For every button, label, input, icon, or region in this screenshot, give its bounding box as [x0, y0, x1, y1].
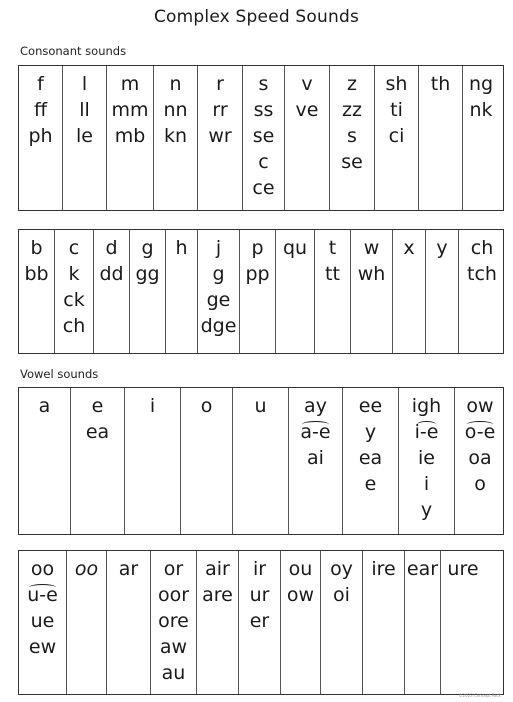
grapheme: wr — [208, 125, 232, 147]
consonant-grid-row2 — [18, 229, 504, 354]
grapheme: oor — [157, 584, 190, 606]
sound-column — [363, 551, 405, 694]
grapheme: ck — [63, 289, 85, 311]
grapheme: oi — [333, 584, 350, 606]
grapheme: m — [120, 73, 140, 95]
grapheme: kn — [163, 125, 188, 147]
grapheme: ear — [406, 558, 439, 580]
grapheme: oa — [468, 447, 492, 469]
grapheme: v — [301, 73, 313, 95]
grapheme: y — [436, 237, 448, 259]
grapheme: th — [430, 73, 451, 95]
grapheme: or — [163, 558, 184, 580]
grapheme: i — [149, 395, 156, 417]
grapheme: b — [30, 237, 43, 259]
grapheme: ti — [390, 99, 403, 121]
grapheme: ff — [33, 99, 48, 121]
grapheme: ve — [295, 99, 319, 121]
sound-column — [233, 388, 289, 534]
grapheme: k — [68, 263, 80, 285]
sound-column — [321, 551, 363, 694]
grapheme: se — [252, 125, 275, 147]
grapheme: o-e — [464, 421, 496, 443]
grapheme: oo — [74, 558, 99, 580]
grapheme: ow — [466, 395, 494, 417]
sound-column — [393, 230, 426, 353]
sound-column — [94, 230, 130, 353]
grapheme: r — [216, 73, 224, 95]
sound-column — [459, 230, 505, 353]
vowel-grid-row1 — [18, 387, 504, 535]
grapheme: are — [202, 584, 233, 606]
grapheme: ew — [28, 636, 57, 658]
grapheme: c — [258, 151, 269, 173]
sound-column — [125, 388, 181, 534]
grapheme: f — [37, 73, 44, 95]
grapheme: dd — [99, 263, 124, 285]
sound-column — [107, 551, 151, 694]
sound-column — [198, 230, 240, 353]
sound-column — [197, 551, 239, 694]
sound-column — [285, 66, 330, 210]
grapheme: w — [363, 237, 380, 259]
sound-column — [351, 230, 393, 353]
grapheme: u-e — [27, 584, 58, 606]
sound-column — [19, 230, 55, 353]
sound-column — [399, 388, 455, 534]
grapheme: ore — [158, 610, 189, 632]
sound-column — [330, 66, 375, 210]
grapheme: au — [161, 662, 186, 684]
sound-column — [405, 551, 441, 694]
grapheme: ea — [85, 421, 110, 443]
sound-column — [19, 66, 63, 210]
grapheme: le — [76, 125, 93, 147]
grapheme: ng — [468, 73, 494, 95]
sound-column — [107, 66, 154, 210]
grapheme: pp — [245, 263, 270, 285]
grapheme: t — [328, 237, 337, 259]
grapheme: i-e — [414, 421, 439, 443]
grapheme: er — [249, 610, 270, 632]
grapheme: ce — [252, 177, 275, 199]
grapheme: ai — [307, 447, 324, 469]
grapheme: bb — [24, 263, 49, 285]
grapheme: wh — [357, 263, 386, 285]
grapheme: h — [175, 237, 188, 259]
grapheme: ee — [358, 395, 383, 417]
grapheme: ge — [206, 289, 231, 311]
grapheme: ch — [470, 237, 494, 259]
grapheme: igh — [411, 395, 442, 417]
grapheme: ie — [418, 447, 435, 469]
grapheme: g — [212, 263, 225, 285]
sound-column — [240, 230, 276, 353]
sound-column — [426, 230, 459, 353]
grapheme: ur — [249, 584, 270, 606]
grapheme: i — [423, 473, 430, 495]
grapheme: se — [341, 151, 363, 173]
grapheme: sh — [385, 73, 408, 95]
sound-column — [289, 388, 343, 534]
grapheme: c — [68, 237, 80, 259]
sound-column — [243, 66, 285, 210]
sound-column — [67, 551, 107, 694]
grapheme: g — [141, 237, 154, 259]
sound-column — [55, 230, 94, 353]
grapheme: e — [91, 395, 104, 417]
grapheme: mm — [111, 99, 149, 121]
sound-column — [239, 551, 281, 694]
grapheme: aw — [159, 636, 188, 658]
sound-column — [154, 66, 198, 210]
grapheme: s — [258, 73, 269, 95]
grapheme: gg — [135, 263, 160, 285]
grapheme: e — [364, 473, 377, 495]
grapheme: n — [169, 73, 182, 95]
grapheme: a — [38, 395, 51, 417]
grapheme: y — [420, 499, 433, 521]
sound-column — [375, 66, 419, 210]
grapheme: ire — [371, 558, 396, 580]
sound-column — [463, 66, 499, 210]
grapheme: mb — [114, 125, 146, 147]
grapheme: nk — [469, 99, 493, 121]
sound-column — [276, 230, 315, 353]
grapheme: ow — [286, 584, 315, 606]
grapheme: u — [254, 395, 267, 417]
grapheme: nn — [163, 99, 188, 121]
grapheme: ay — [304, 395, 327, 417]
grapheme: j — [215, 237, 222, 259]
grapheme: zz — [342, 99, 362, 121]
grapheme: a-e — [300, 421, 331, 443]
consonant-sounds-label: Consonant sounds — [20, 44, 127, 58]
consonant-grid-row1 — [18, 65, 504, 211]
sound-column — [281, 551, 321, 694]
grapheme: ll — [79, 99, 90, 121]
grapheme: y — [364, 421, 377, 443]
vowel-sounds-label: Vowel sounds — [20, 367, 99, 381]
grapheme: oo — [30, 558, 55, 580]
sound-column — [419, 66, 463, 210]
sound-column — [315, 230, 351, 353]
grapheme: ss — [253, 99, 274, 121]
grapheme: tt — [325, 263, 340, 285]
grapheme: s — [347, 125, 357, 147]
grapheme: p — [251, 237, 264, 259]
sound-column — [181, 388, 233, 534]
sound-column — [71, 388, 125, 534]
grapheme: oy — [330, 558, 353, 580]
grapheme: ea — [358, 447, 383, 469]
grapheme: d — [105, 237, 118, 259]
grapheme: x — [403, 237, 415, 259]
grapheme: ch — [62, 315, 86, 337]
grapheme: ci — [388, 125, 405, 147]
grapheme: z — [347, 73, 357, 95]
sound-column — [63, 66, 107, 210]
grapheme: ou — [288, 558, 313, 580]
sound-column — [19, 388, 71, 534]
grapheme: ure — [447, 558, 479, 580]
grapheme: ar — [118, 558, 139, 580]
sound-column — [455, 388, 505, 534]
sound-column — [166, 230, 198, 353]
grapheme: rr — [212, 99, 228, 121]
grapheme: ph — [28, 125, 53, 147]
grapheme: l — [81, 73, 88, 95]
copyright-footer: ©2023 Concept Pack — [458, 693, 501, 698]
vowel-grid-row2 — [18, 550, 504, 695]
sound-column — [343, 388, 399, 534]
grapheme: o — [474, 473, 486, 495]
sound-column — [441, 551, 485, 694]
grapheme: air — [205, 558, 230, 580]
grapheme: dge — [200, 315, 237, 337]
sound-column — [198, 66, 243, 210]
sound-column — [151, 551, 197, 694]
grapheme: ir — [252, 558, 267, 580]
grapheme: o — [200, 395, 213, 417]
sound-column — [130, 230, 166, 353]
grapheme: ue — [30, 610, 55, 632]
sound-column — [19, 551, 67, 694]
page-title: Complex Speed Sounds — [153, 7, 360, 27]
grapheme: qu — [282, 237, 308, 259]
grapheme: tch — [467, 263, 497, 285]
